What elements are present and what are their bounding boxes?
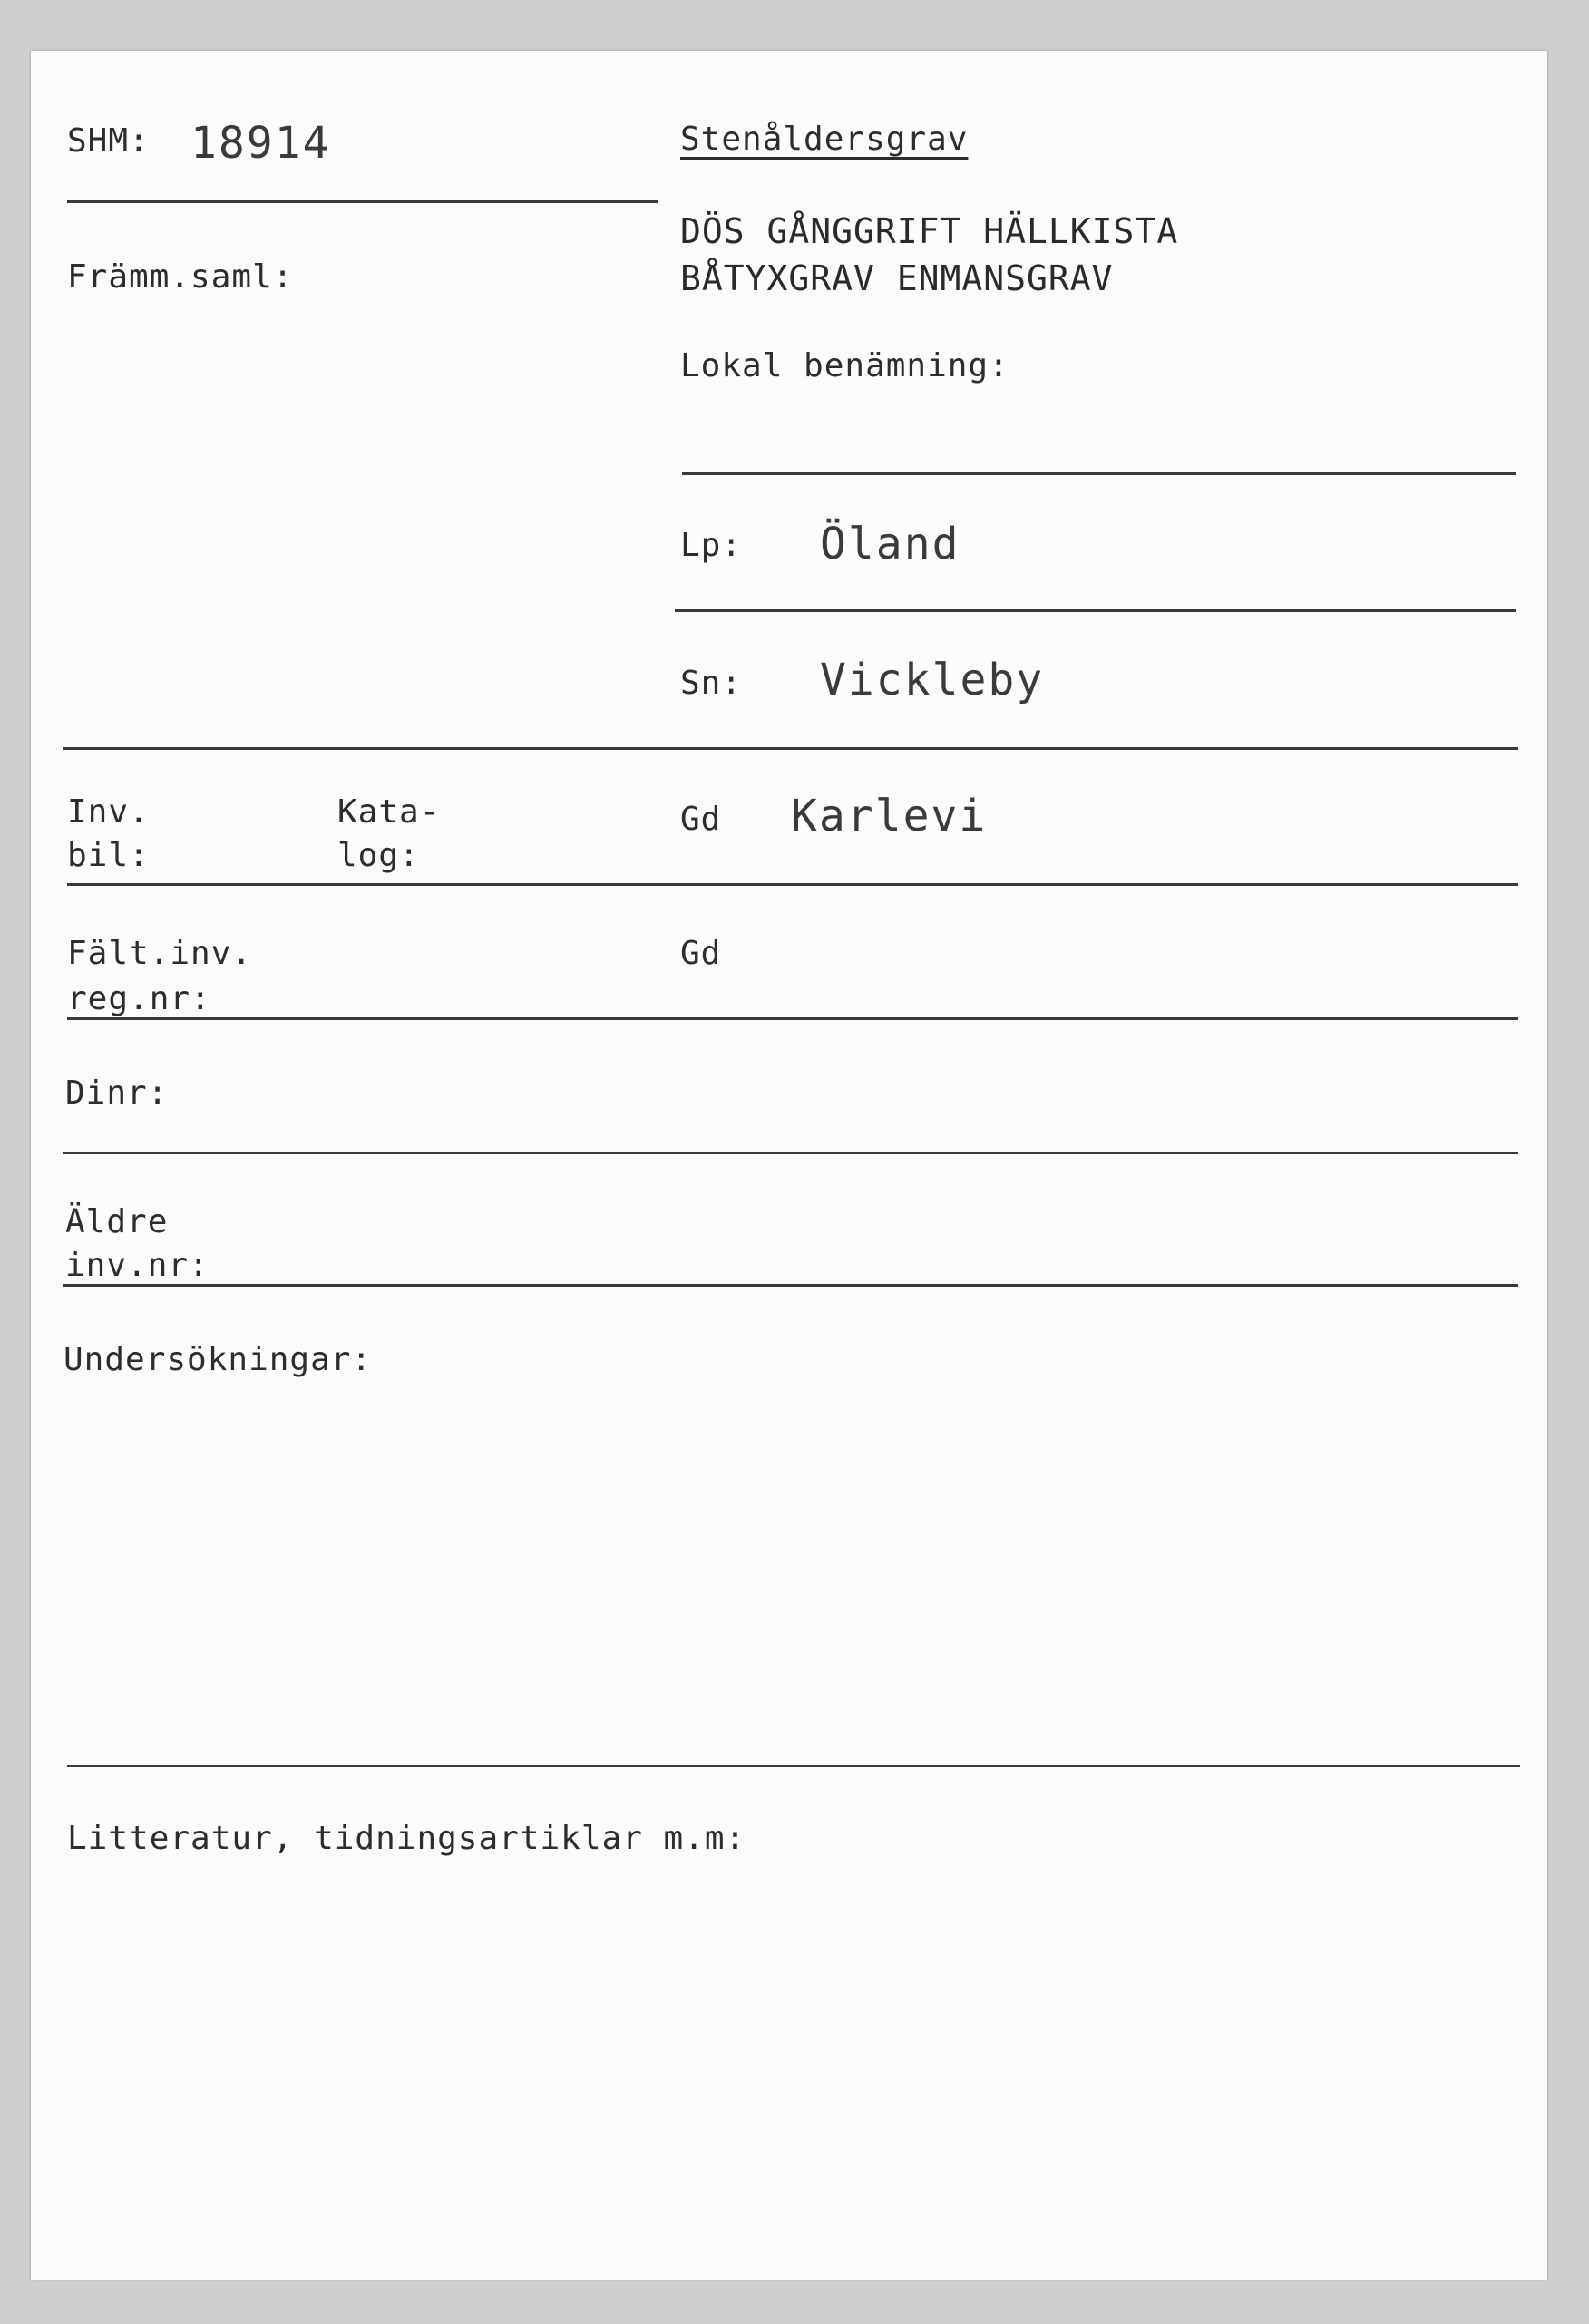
- divider-left-top: [67, 200, 658, 203]
- falt-label-line-2: reg.nr:: [67, 980, 211, 1017]
- dinr-label: Dinr:: [65, 1074, 169, 1112]
- index-card: [31, 51, 1547, 2280]
- aldre-label-line-2: inv.nr:: [65, 1247, 210, 1284]
- grave-types-line-1: DÖS GÅNGGRIFT HÄLLKISTA: [680, 211, 1179, 251]
- divider-dinr: [63, 1152, 1518, 1154]
- lokal-benamning-label: Lokal benämning:: [680, 347, 1009, 384]
- litteratur-label: Litteratur, tidningsartiklar m.m:: [67, 1820, 746, 1857]
- divider-main: [63, 747, 1518, 750]
- divider-falt: [67, 1017, 1518, 1020]
- gd-label-1: Gd: [680, 801, 722, 838]
- undersokningar-label: Undersökningar:: [63, 1341, 373, 1378]
- shm-number: 18914: [190, 118, 331, 169]
- aldre-label-line-1: Äldre: [65, 1203, 169, 1240]
- gd-label-2: Gd: [680, 935, 722, 972]
- divider-lp: [675, 609, 1516, 612]
- gd-value-1: Karlevi: [791, 791, 988, 841]
- inv-label-line-1: Inv.: [67, 793, 150, 831]
- lp-value: Öland: [820, 519, 960, 569]
- divider-aldre: [63, 1284, 1518, 1287]
- shm-label: SHM:: [67, 122, 150, 160]
- inv-label-line-2: bil:: [67, 837, 150, 874]
- lp-label: Lp:: [680, 527, 743, 564]
- sn-label: Sn:: [680, 665, 743, 702]
- falt-label-line-1: Fält.inv.: [67, 935, 253, 972]
- katalog-label-line-1: Kata-: [337, 793, 441, 831]
- divider-undersokningar: [67, 1765, 1520, 1767]
- grave-types-line-2: BÅTYXGRAV ENMANSGRAV: [680, 258, 1114, 298]
- divider-lokal: [682, 472, 1516, 475]
- sn-value: Vickleby: [820, 655, 1045, 705]
- framm-saml-label: Främm.saml:: [67, 258, 294, 296]
- category-title: Stenåldersgrav: [680, 121, 969, 158]
- divider-inv: [67, 883, 1518, 886]
- katalog-label-line-2: log:: [337, 837, 420, 874]
